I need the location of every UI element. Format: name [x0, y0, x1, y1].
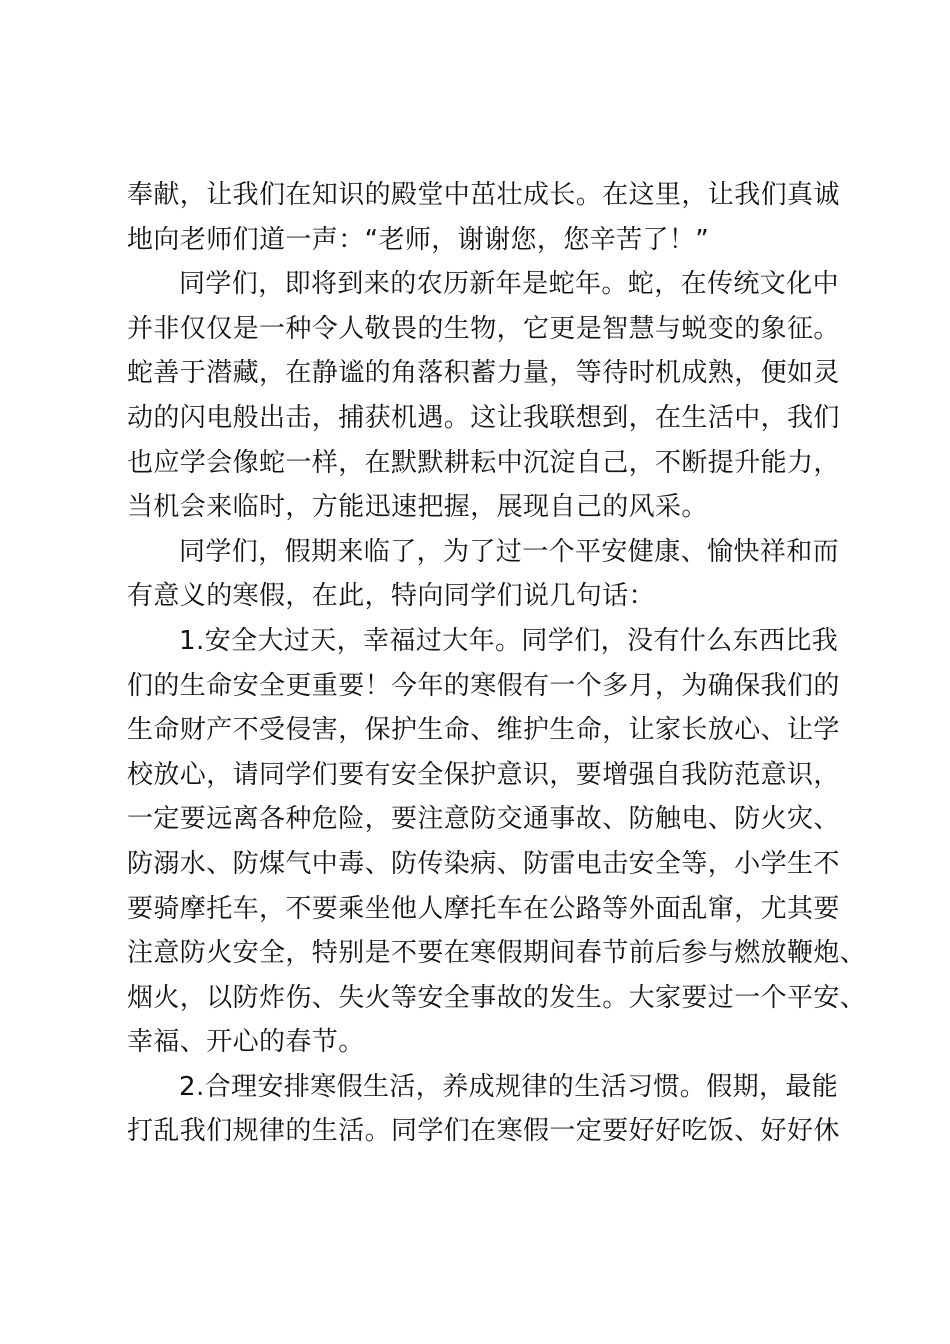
text-line: 幸福、开心的春节。: [127, 1027, 365, 1058]
text-line: 要骑摩托车，不要乘坐他人摩托车在公路等外面乱窜，尤其要: [127, 893, 840, 924]
text-line: 防溺水、防煤气中毒、防传染病、防雷电击安全等，小学生不: [127, 848, 840, 879]
text-line: 一定要远离各种危险，要注意防交通事故、防触电、防火灾、: [127, 804, 840, 835]
body-text: [127, 173, 867, 1154]
text-line: 并非仅仅是一种令人敬畏的生物，它更是智慧与蜕变的象征。: [127, 313, 840, 344]
text-line: 烟火，以防炸伤、失火等安全事故的发生。大家要过一个平安、: [127, 982, 867, 1013]
text-line: 2.合理安排寒假生活，养成规律的生活习惯。假期，最能: [179, 1071, 839, 1102]
text-line: 动的闪电般出击，捕获机遇。这让我联想到，在生活中，我们: [127, 402, 840, 433]
text-line: 蛇善于潜藏，在静谧的角落积蓄力量，等待时机成熟，便如灵: [127, 358, 840, 389]
text-line: 也应学会像蛇一样，在默默耕耘中沉淀自己，不断提升能力，: [127, 447, 840, 478]
text-line: 们的生命安全更重要！今年的寒假有一个多月，为确保我们的: [127, 670, 840, 701]
text-line: 注意防火安全，特别是不要在寒假期间春节前后参与燃放鞭炮、: [127, 938, 867, 969]
text-line: 有意义的寒假，在此，特向同学们说几句话：: [127, 581, 656, 612]
text-line: 同学们，即将到来的农历新年是蛇年。蛇，在传统文化中: [179, 269, 840, 300]
text-line: 打乱我们规律的生活。同学们在寒假一定要好好吃饭、好好休: [127, 1116, 840, 1147]
text-line: 1.安全大过天，幸福过大年。同学们，没有什么东西比我: [179, 625, 839, 656]
text-line: 同学们，假期来临了，为了过一个平安健康、愉快祥和而: [179, 536, 840, 567]
text-line: 校放心，请同学们要有安全保护意识，要增强自我防范意识，: [127, 759, 840, 790]
text-line: 当机会来临时，方能迅速把握，展现自己的风采。: [127, 492, 708, 523]
text-line: 奉献，让我们在知识的殿堂中茁壮成长。在这里，让我们真诚: [127, 180, 840, 210]
text-line: 地向老师们道一声：“老师，谢谢您，您辛苦了！”: [127, 224, 710, 255]
text-line: 生命财产不受侵害，保护生命、维护生命，让家长放心、让学: [127, 715, 840, 746]
